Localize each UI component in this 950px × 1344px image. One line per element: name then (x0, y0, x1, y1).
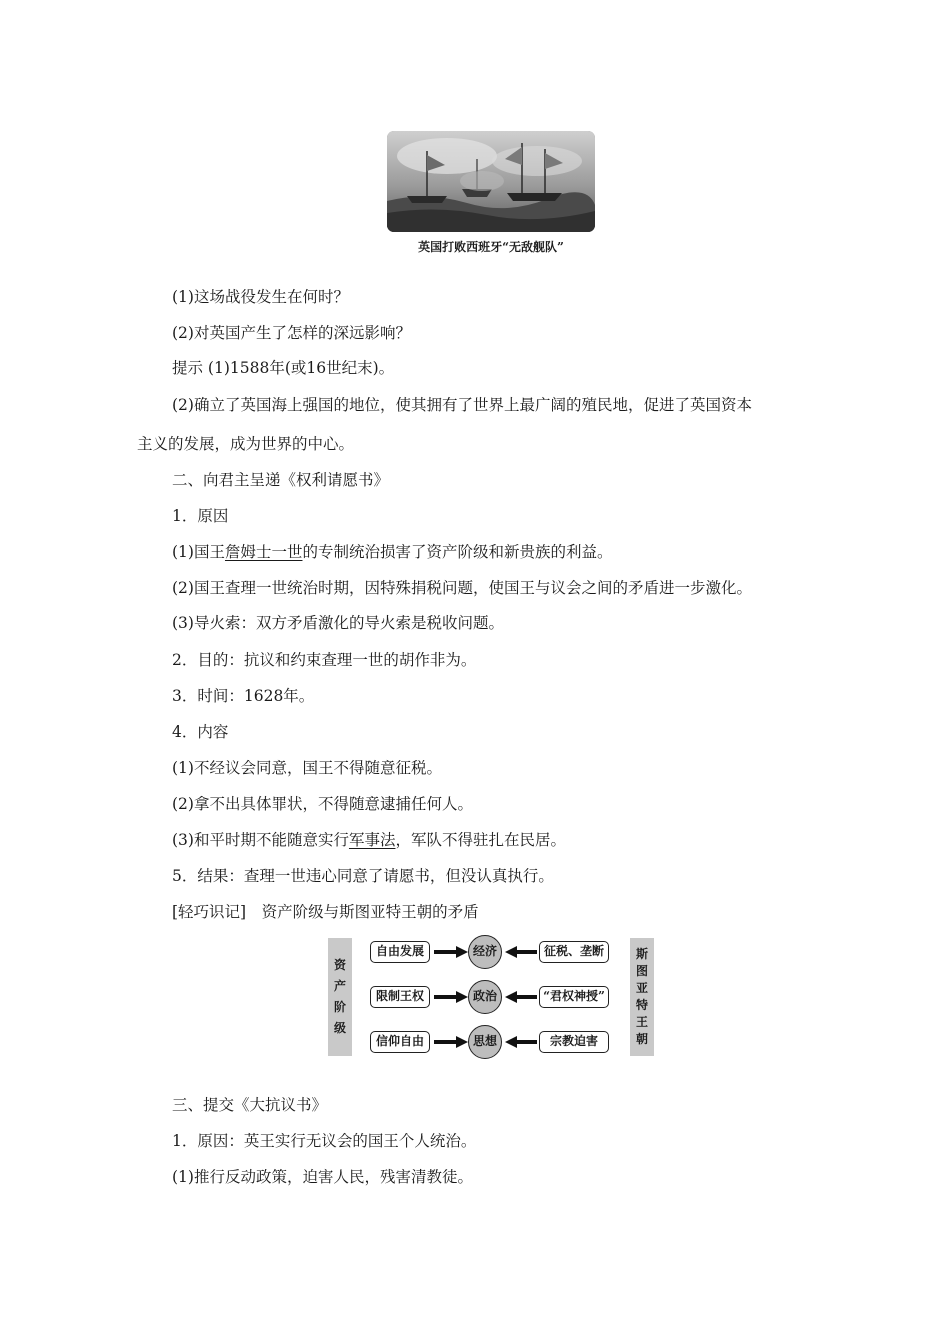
right-box-thought: 宗教迫害 (539, 1031, 609, 1053)
figure-caption: 英国打败西班牙“无敌舰队” (418, 240, 564, 254)
hint-answer-1: 提示 (1)1588年(或16世纪末)。 (172, 359, 395, 377)
cause-3: (3)导火索：双方矛盾激化的导火索是税收问题。 (172, 614, 504, 632)
purpose: 2．目的：抗议和约束查理一世的胡作非为。 (172, 651, 477, 669)
content-3-pre: (3)和平时期不能随意实行 (172, 831, 349, 849)
cause-1 (172, 542, 613, 562)
question-2: (2)对英国产生了怎样的深远影响？ (172, 324, 411, 342)
result: 5．结果：查理一世违心同意了请愿书，但没认真执行。 (172, 867, 554, 885)
arrow-left-icon (505, 1035, 537, 1049)
cause-grand-remonstrance-1: (1)推行反动政策，迫害人民，残害清教徒。 (172, 1168, 473, 1186)
conflict-diagram (328, 938, 654, 1056)
right-box-politics: “君权神授” (539, 986, 609, 1008)
cause-1-pre: (1)国王 (172, 543, 225, 561)
arrow-left-icon (505, 945, 537, 959)
arrow-left-icon (505, 990, 537, 1004)
content-1: (1)不经议会同意，国王不得随意征税。 (172, 759, 442, 777)
subheading-content: 4．内容 (172, 723, 229, 741)
cause-1-underlined: 詹姆士一世 (224, 543, 303, 561)
section-heading-2: 二、向君主呈递《权利请愿书》 (172, 471, 390, 489)
content-3-post: ，军队不得驻扎在民居。 (395, 831, 566, 849)
content-3-underlined: 军事法 (348, 831, 396, 849)
left-box-economy: 自由发展 (370, 941, 430, 963)
section-heading-3: 三、提交《大抗议书》 (172, 1096, 328, 1114)
left-box-thought: 信仰自由 (370, 1031, 430, 1053)
hint-answer-2-cont: 主义的发展，成为世界的中心。 (137, 435, 355, 453)
memory-tip-heading: [轻巧识记] 资产阶级与斯图亚特王朝的矛盾 (172, 903, 479, 921)
center-economy: 经济 (468, 935, 502, 969)
arrow-right-icon (434, 945, 468, 959)
stuart-dynasty-label: 斯 图 亚 特 王 朝 (630, 938, 654, 1056)
content-3 (172, 830, 566, 850)
time: 3．时间：1628年。 (172, 687, 315, 705)
hint-answer-2: (2)确立了英国海上强国的地位，使其拥有了世界上最广阔的殖民地，促进了英国资本 (172, 396, 752, 414)
center-politics: 政治 (468, 980, 502, 1014)
cause-2: (2)国王查理一世统治时期，因特殊捐税问题，使国王与议会之间的矛盾进一步激化。 (172, 579, 752, 597)
right-box-economy: 征税、垄断 (539, 941, 609, 963)
arrow-right-icon (434, 1035, 468, 1049)
subheading-cause: 1．原因 (172, 507, 229, 525)
left-box-politics: 限制王权 (370, 986, 430, 1008)
center-thought: 思想 (468, 1025, 502, 1059)
question-1: (1)这场战役发生在何时？ (172, 288, 349, 306)
battle-painting-image (387, 131, 595, 232)
cause-1-post: 的专制统治损害了资产阶级和新贵族的利益。 (302, 543, 613, 561)
cause-grand-remonstrance: 1．原因：英王实行无议会的国王个人统治。 (172, 1132, 477, 1150)
arrow-right-icon (434, 990, 468, 1004)
bourgeoisie-label: 资 产 阶 级 (328, 938, 352, 1056)
content-2: (2)拿不出具体罪状，不得随意逮捕任何人。 (172, 795, 473, 813)
